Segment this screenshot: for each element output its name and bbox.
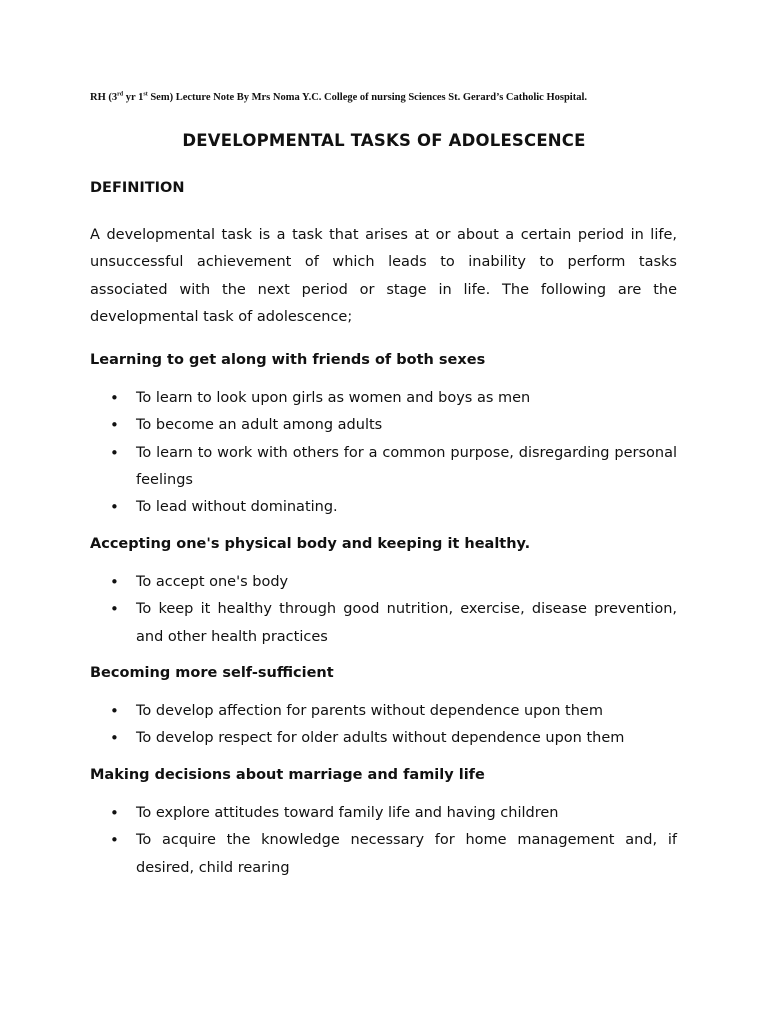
definition-paragraph: A developmental task is a task that arises at or about a certain period in life, unsuccessful achievement of which leads to inability to perform tasks associated with the next period or stage in life. The following are the developmental task of adolescence; — [90, 227, 677, 325]
list-item: • To explore attitudes toward family life and having children — [90, 800, 677, 827]
section-heading-physical-body: Accepting one's physical body and keeping it healthy. — [90, 536, 531, 552]
section-heading-marriage-family: Making decisions about marriage and family life — [90, 767, 485, 783]
lecture-note-header — [90, 92, 690, 103]
section-heading-friends: Learning to get along with friends of both sexes — [90, 352, 486, 368]
document-title: DEVELOPMENTAL TASKS OF ADOLESCENCE — [182, 131, 586, 150]
list-item: • To become an adult among adults — [90, 412, 677, 439]
list-item: • To develop respect for older adults without dependence upon them — [90, 725, 677, 752]
list-item: • To learn to look upon girls as women and boys as men — [90, 385, 677, 412]
list-item: • To accept one's body — [90, 569, 677, 596]
list-item: • To keep it healthy through good nutrition, exercise, disease prevention, and other health practices — [90, 596, 677, 651]
list-item: • To learn to work with others for a common purpose, disregarding personal feelings — [90, 440, 677, 495]
self-sufficient-task-list — [90, 698, 677, 753]
header-superscript: rd — [117, 91, 124, 98]
header-text-part: RH (3 — [90, 92, 118, 103]
list-item: • To develop affection for parents without dependence upon them — [90, 698, 677, 725]
list-item: • To lead without dominating. — [90, 494, 677, 521]
definition-heading: DEFINITION — [90, 180, 185, 196]
header-text-part: Sem) Lecture Note By Mrs Noma Y.C. College of nursing Sciences St. Gerard’s Catholic Hospital. — [147, 92, 588, 103]
marriage-family-task-list — [90, 800, 677, 882]
header-superscript: st — [143, 91, 148, 98]
list-item: • To acquire the knowledge necessary for home management and, if desired, child rearing — [90, 827, 677, 882]
friends-task-list — [90, 385, 677, 521]
section-heading-self-sufficient: Becoming more self-sufficient — [90, 665, 334, 681]
header-text-part: yr 1 — [123, 92, 144, 103]
physical-body-task-list — [90, 569, 677, 651]
